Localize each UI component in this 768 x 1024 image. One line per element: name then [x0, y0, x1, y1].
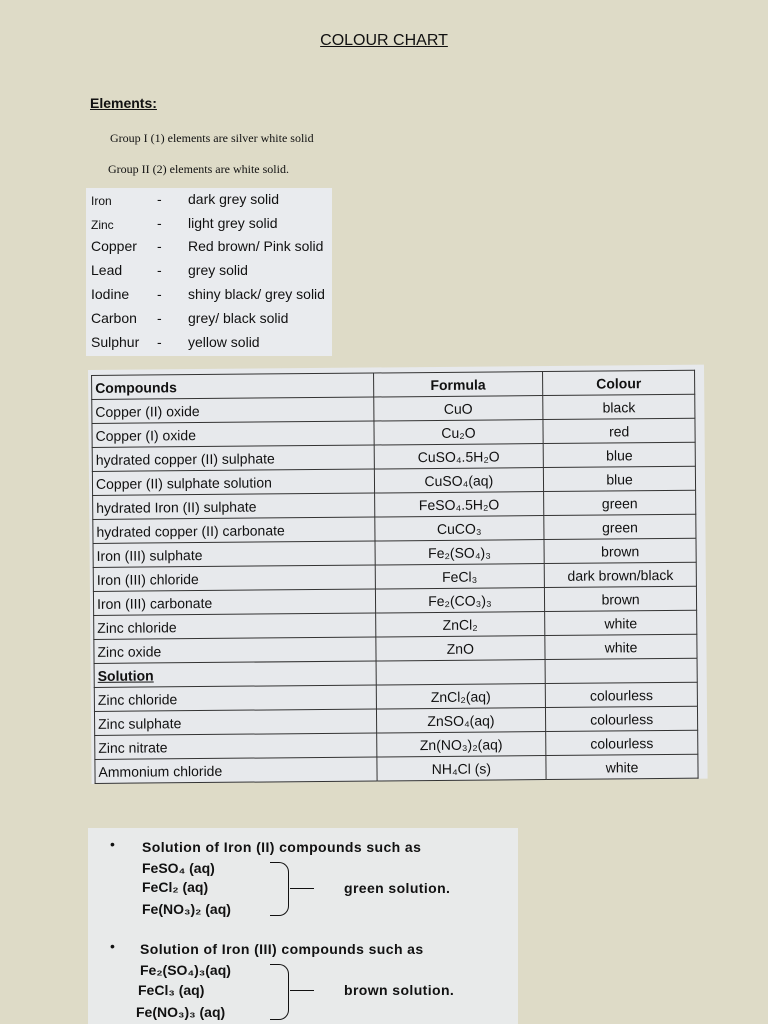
- compound-name: Copper (I) oxide: [92, 421, 374, 447]
- element-name: Zinc: [91, 218, 114, 232]
- compound-name: Copper (II) oxide: [92, 397, 374, 423]
- formula-item: FeSO₄ (aq): [142, 860, 215, 876]
- solution-formula: ZnSO₄(aq): [376, 708, 546, 733]
- compound-formula: CuSO₄(aq): [374, 468, 544, 493]
- element-dash: -: [157, 334, 162, 350]
- brace-connector: [290, 990, 314, 991]
- compound-formula: CuO: [373, 396, 543, 421]
- compound-colour: brown: [545, 586, 697, 611]
- element-row: [86, 334, 332, 356]
- brace-shape: [270, 964, 289, 1020]
- compound-colour: dark brown/black: [544, 562, 696, 587]
- compound-name: hydrated copper (II) sulphate: [92, 445, 374, 471]
- result-label: green solution.: [344, 880, 451, 896]
- solution-colour: colourless: [546, 706, 698, 731]
- element-dash: -: [157, 238, 162, 254]
- element-dash: -: [157, 191, 162, 207]
- element-dash: -: [157, 310, 162, 326]
- bullet-marker: •: [110, 938, 115, 954]
- compound-formula: FeSO₄.5H₂O: [374, 492, 544, 517]
- compound-colour: red: [543, 418, 695, 443]
- solution-formula: ZnCl₂(aq): [376, 684, 546, 709]
- table-row: [95, 754, 698, 783]
- compound-colour: white: [545, 634, 697, 659]
- compound-name: Zinc chloride: [94, 613, 376, 639]
- compound-name: hydrated Iron (II) sulphate: [93, 493, 375, 519]
- compound-name: Zinc oxide: [94, 637, 376, 663]
- compound-colour: green: [544, 490, 696, 515]
- element-description: grey solid: [188, 262, 248, 278]
- element-name: Iron: [91, 194, 112, 208]
- solution-name: Zinc nitrate: [95, 733, 377, 759]
- compound-colour: blue: [543, 442, 695, 467]
- element-name: Lead: [91, 262, 123, 278]
- bullet-title: Solution of Iron (II) compounds such as: [142, 839, 422, 855]
- compound-formula: CuSO₄.5H₂O: [374, 444, 544, 469]
- element-row: [86, 238, 332, 260]
- group-line: Group II (2) elements are white solid.: [108, 162, 289, 176]
- empty-cell: [376, 660, 546, 685]
- elements-list: [86, 188, 332, 356]
- iron-solution-notes: [88, 828, 518, 1024]
- bullet-marker: •: [110, 836, 115, 852]
- element-row: [86, 191, 332, 213]
- header-formula: Formula: [373, 372, 543, 397]
- compound-colour: black: [543, 394, 695, 419]
- compound-table-photo: [88, 365, 708, 784]
- element-description: dark grey solid: [188, 191, 280, 207]
- compound-colour: white: [545, 610, 697, 635]
- formula-item: Fe(NO₃)₃ (aq): [136, 1004, 226, 1020]
- element-row: [86, 262, 332, 284]
- group-line: Group I (1) elements are silver white solid: [110, 131, 314, 145]
- element-name: Copper: [91, 238, 137, 254]
- header-compounds: Compounds: [92, 373, 374, 399]
- element-name: Carbon: [91, 310, 137, 326]
- solution-name: Zinc chloride: [94, 685, 376, 711]
- element-dash: -: [157, 286, 162, 302]
- compound-formula: Cu₂O: [374, 420, 544, 445]
- element-row: [86, 310, 332, 332]
- header-colour: Colour: [543, 370, 695, 395]
- result-label: brown solution.: [344, 982, 455, 998]
- solution-formula: NH₄Cl (s): [376, 756, 546, 781]
- element-dash: -: [157, 262, 162, 278]
- compound-table: [91, 370, 699, 784]
- element-name: Sulphur: [91, 334, 140, 350]
- element-row: [86, 286, 332, 308]
- bullet-title: Solution of Iron (III) compounds such as: [140, 941, 424, 957]
- element-row: [86, 215, 332, 237]
- solution-colour: colourless: [545, 682, 697, 707]
- element-description: light grey solid: [188, 215, 278, 231]
- compound-formula: FeCl₃: [375, 564, 545, 589]
- empty-cell: [545, 658, 697, 683]
- compound-colour: blue: [544, 466, 696, 491]
- compound-name: Iron (III) sulphate: [93, 541, 375, 567]
- formula-item: Fe(NO₃)₂ (aq): [142, 901, 231, 917]
- compound-colour: brown: [544, 538, 696, 563]
- solution-name: Zinc sulphate: [94, 709, 376, 735]
- element-name: Iodine: [91, 286, 130, 302]
- element-dash: -: [157, 215, 162, 231]
- brace-shape: [270, 862, 289, 916]
- element-description: yellow solid: [188, 334, 260, 350]
- solution-label: Solution: [94, 661, 376, 687]
- compound-formula: CuCO₃: [374, 516, 544, 541]
- element-description: shiny black/ grey solid: [188, 286, 325, 302]
- formula-item: FeCl₂ (aq): [142, 879, 209, 895]
- compound-formula: ZnO: [375, 636, 545, 661]
- formula-item: Fe₂(SO₄)₃(aq): [140, 962, 231, 978]
- compound-name: Iron (III) chloride: [93, 565, 375, 591]
- compound-name: hydrated copper (II) carbonate: [93, 517, 375, 543]
- compound-colour: green: [544, 514, 696, 539]
- elements-heading: Elements:: [90, 95, 157, 111]
- compound-name: Iron (III) carbonate: [93, 589, 375, 615]
- solution-colour: white: [546, 754, 698, 779]
- solution-colour: colourless: [546, 730, 698, 755]
- compound-formula: Fe₂(SO₄)₃: [375, 540, 545, 565]
- solution-formula: Zn(NO₃)₂(aq): [376, 732, 546, 757]
- element-description: grey/ black solid: [188, 310, 289, 326]
- page-title: COLOUR CHART: [320, 32, 448, 49]
- element-description: Red brown/ Pink solid: [188, 238, 324, 254]
- compound-formula: ZnCl₂: [375, 612, 545, 637]
- compound-name: Copper (II) sulphate solution: [92, 469, 374, 495]
- solution-name: Ammonium chloride: [95, 757, 377, 783]
- compound-formula: Fe₂(CO₃)₃: [375, 588, 545, 613]
- formula-item: FeCl₃ (aq): [138, 982, 205, 998]
- brace-connector: [290, 888, 314, 889]
